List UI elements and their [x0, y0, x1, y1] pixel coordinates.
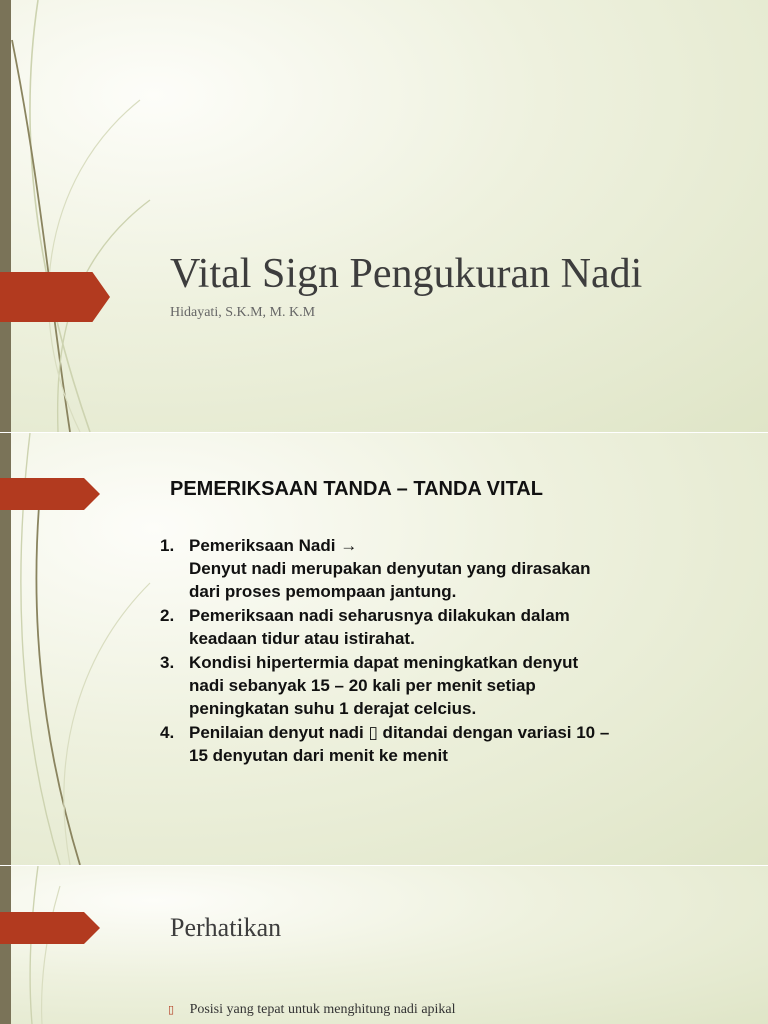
list-item-line: Pemeriksaan Nadi →	[189, 536, 358, 555]
list-item-line: dari proses pemompaan jantung.	[189, 582, 457, 601]
list-item-line: keadaan tidur atau istirahat.	[189, 629, 415, 648]
list-item-line: nadi sebanyak 15 – 20 kali per menit setiap	[189, 676, 536, 695]
slide-side-bar	[0, 0, 11, 432]
list-item-number: 1.	[160, 536, 175, 555]
slide-heading: Perhatikan	[170, 913, 282, 942]
list-item-line: peningkatan suhu 1 derajat celcius.	[189, 699, 477, 718]
slide-vital-signs	[0, 433, 768, 865]
square-bullet-icon: ▯	[168, 1004, 175, 1016]
list-item-number: 4.	[160, 723, 175, 742]
slide-perhatikan	[0, 866, 768, 1024]
slide-tab-arrow	[0, 912, 100, 944]
slide-subtitle-author: Hidayati, S.K.M, M. K.M	[170, 305, 316, 320]
list-item-line: Pemeriksaan nadi seharusnya dilakukan dalam	[189, 606, 570, 625]
list-item-line: Penilaian denyut nadi ▯ ditandai dengan variasi 10 –	[189, 723, 610, 742]
decorative-swoosh-graphic	[0, 866, 180, 1024]
slide-side-bar	[0, 866, 11, 1024]
list-item	[160, 721, 730, 767]
slide-tab-arrow	[0, 478, 100, 510]
numbered-list	[160, 534, 730, 768]
list-item-line: 15 denyutan dari menit ke menit	[189, 746, 448, 765]
list-item-number: 3.	[160, 653, 175, 672]
bullet-item	[168, 1002, 456, 1018]
slide-title-heading: Vital Sign Pengukuran Nadi	[170, 251, 643, 297]
list-item	[160, 651, 730, 720]
list-item-line: Kondisi hipertermia dapat meningkatkan denyut	[189, 653, 579, 672]
list-item-line: Denyut nadi merupakan denyutan yang dirasakan	[189, 559, 591, 578]
bullet-text: Posisi yang tepat untuk menghitung nadi apikal	[189, 1002, 456, 1017]
list-item	[160, 534, 730, 603]
list-item-number: 2.	[160, 606, 175, 625]
slide-title	[0, 0, 768, 432]
slide-tab-arrow	[0, 272, 110, 322]
list-item	[160, 604, 730, 650]
decorative-swoosh-graphic	[0, 0, 180, 432]
slide-heading: PEMERIKSAAN TANDA – TANDA VITAL	[170, 478, 543, 500]
